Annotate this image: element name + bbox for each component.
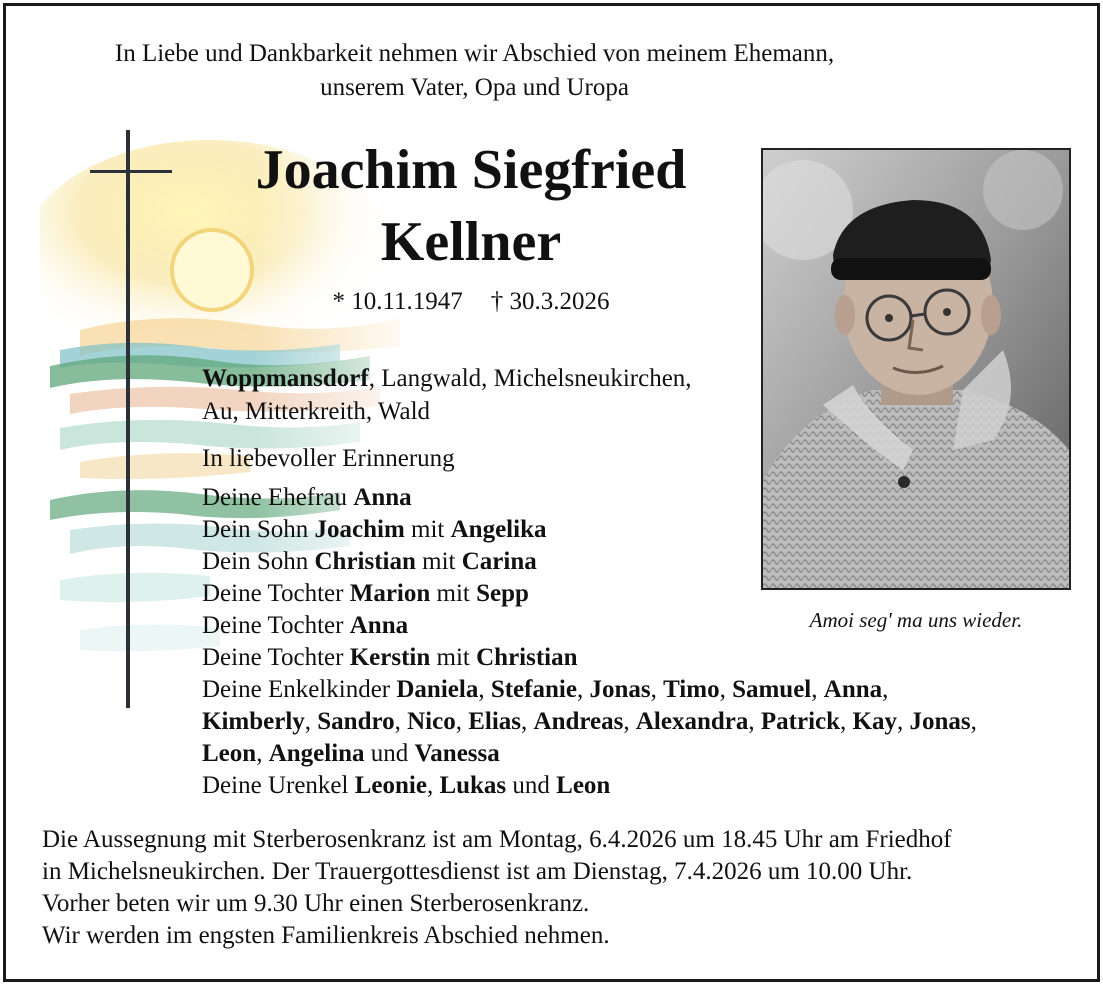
photo-caption: Amoi seg' ma uns wieder. <box>809 608 1023 632</box>
family-text: , <box>811 676 824 703</box>
family-line <box>202 674 1082 706</box>
place-rest-line-1: , Langwald, Michelsneukirchen, <box>368 365 692 392</box>
memory-text: In liebevoller Erinnerung <box>202 445 455 472</box>
family-member-name: Daniela <box>396 676 479 703</box>
family-member-name: Carina <box>461 548 537 575</box>
family-member-name: Jonas <box>909 708 971 735</box>
family-text: , <box>623 708 636 735</box>
family-member-name: Christian <box>314 548 416 575</box>
family-member-name: Alexandra <box>635 708 749 735</box>
family-text: und <box>506 772 557 799</box>
intro-line-1: In Liebe und Dankbarkeit nehmen wir Abschied von meinem Ehemann, <box>114 40 835 67</box>
family-text: , <box>426 772 440 799</box>
family-member-name: Kerstin <box>349 644 431 671</box>
family-member-name: Samuel <box>732 676 812 703</box>
family-text: , <box>576 676 590 703</box>
funeral-info-line: in Michelsneukirchen. Der Trauergottesdienst ist am Dienstag, 7.4.2026 um 10.00 Uhr. <box>42 858 913 885</box>
birth-date: * 10.11.1947 <box>332 288 463 315</box>
family-member-name: Kay <box>852 708 897 735</box>
family-text: , <box>882 676 889 703</box>
family-text: Deine Tochter <box>202 580 350 607</box>
family-member-name: Anna <box>823 676 883 703</box>
family-member-name: Christian <box>476 644 578 671</box>
family-member-name: Sepp <box>476 580 529 607</box>
family-text: Deine Enkelkinder <box>202 676 397 703</box>
funeral-info-line: Die Aussegnung mit Sterberosenkranz ist am Montag, 6.4.2026 um 18.45 Uhr am Friedhof <box>42 826 952 853</box>
family-member-name: Marion <box>349 580 431 607</box>
family-member-name: Leonie <box>354 772 427 799</box>
family-member-name: Anna <box>353 484 412 511</box>
family-member-name: Lukas <box>439 772 507 799</box>
family-member-name: Joachim <box>314 516 405 543</box>
family-text: mit <box>430 580 477 607</box>
death-date: † 30.3.2026 <box>490 288 610 315</box>
places <box>202 362 782 428</box>
family-text: und <box>364 740 415 767</box>
life-dates <box>146 286 796 318</box>
deceased-last-name: Kellner <box>380 211 562 273</box>
deceased-first-names: Joachim Siegfried <box>255 139 687 201</box>
funeral-info-line: Wir werden im engsten Familienkreis Abschied nehmen. <box>42 922 610 949</box>
family-text: Deine Tochter <box>202 612 350 639</box>
family-member-name: Timo <box>663 676 720 703</box>
family-text: , <box>650 676 664 703</box>
family-member-name: Kimberly <box>202 708 305 735</box>
family-text: , <box>256 740 269 767</box>
deceased-name <box>146 134 796 278</box>
family-text: mit <box>430 644 477 671</box>
funeral-info <box>42 824 1082 952</box>
family-text: , <box>748 708 761 735</box>
family-text: , <box>719 676 733 703</box>
family-text: , <box>840 708 853 735</box>
family-member-name: Anna <box>349 612 409 639</box>
family-line <box>202 770 1082 802</box>
place-main: Woppmansdorf <box>202 365 369 392</box>
family-member-name: Vanessa <box>414 740 500 767</box>
family-member-name: Jonas <box>589 676 651 703</box>
family-member-name: Leon <box>556 772 611 799</box>
place-line-2: Au, Mitterkreith, Wald <box>202 398 431 425</box>
family-text: , <box>970 708 977 735</box>
family-line <box>202 642 1082 674</box>
family-line <box>202 738 1082 770</box>
family-line <box>202 706 1082 738</box>
family-text: Deine Tochter <box>202 644 350 671</box>
family-member-name: Sandro <box>317 708 395 735</box>
family-text: Dein Sohn <box>202 548 315 575</box>
family-member-name: Elias <box>468 708 522 735</box>
family-text: , <box>896 708 910 735</box>
intro-text <box>6 37 943 105</box>
intro-line-2: unserem Vater, Opa und Uropa <box>320 74 629 101</box>
family-text: , <box>478 676 491 703</box>
family-member-name: Angelina <box>268 740 365 767</box>
obituary-card <box>3 3 1100 982</box>
family-text: , <box>394 708 408 735</box>
family-text: Deine Ehefrau <box>202 484 354 511</box>
family-text: , <box>304 708 318 735</box>
funeral-info-line: Vorher beten wir um 9.30 Uhr einen Sterberosenkranz. <box>42 890 590 917</box>
family-member-name: Patrick <box>760 708 841 735</box>
portrait-photo <box>761 148 1071 590</box>
family-text: , <box>521 708 534 735</box>
family-member-name: Leon <box>202 740 257 767</box>
family-text: Deine Urenkel <box>202 772 355 799</box>
family-member-name: Nico <box>407 708 456 735</box>
family-member-name: Stefanie <box>490 676 577 703</box>
family-text: mit <box>404 516 451 543</box>
family-member-name: Angelika <box>450 516 547 543</box>
family-text: mit <box>415 548 462 575</box>
family-text: Dein Sohn <box>202 516 315 543</box>
family-text: , <box>455 708 469 735</box>
family-member-name: Andreas <box>533 708 624 735</box>
